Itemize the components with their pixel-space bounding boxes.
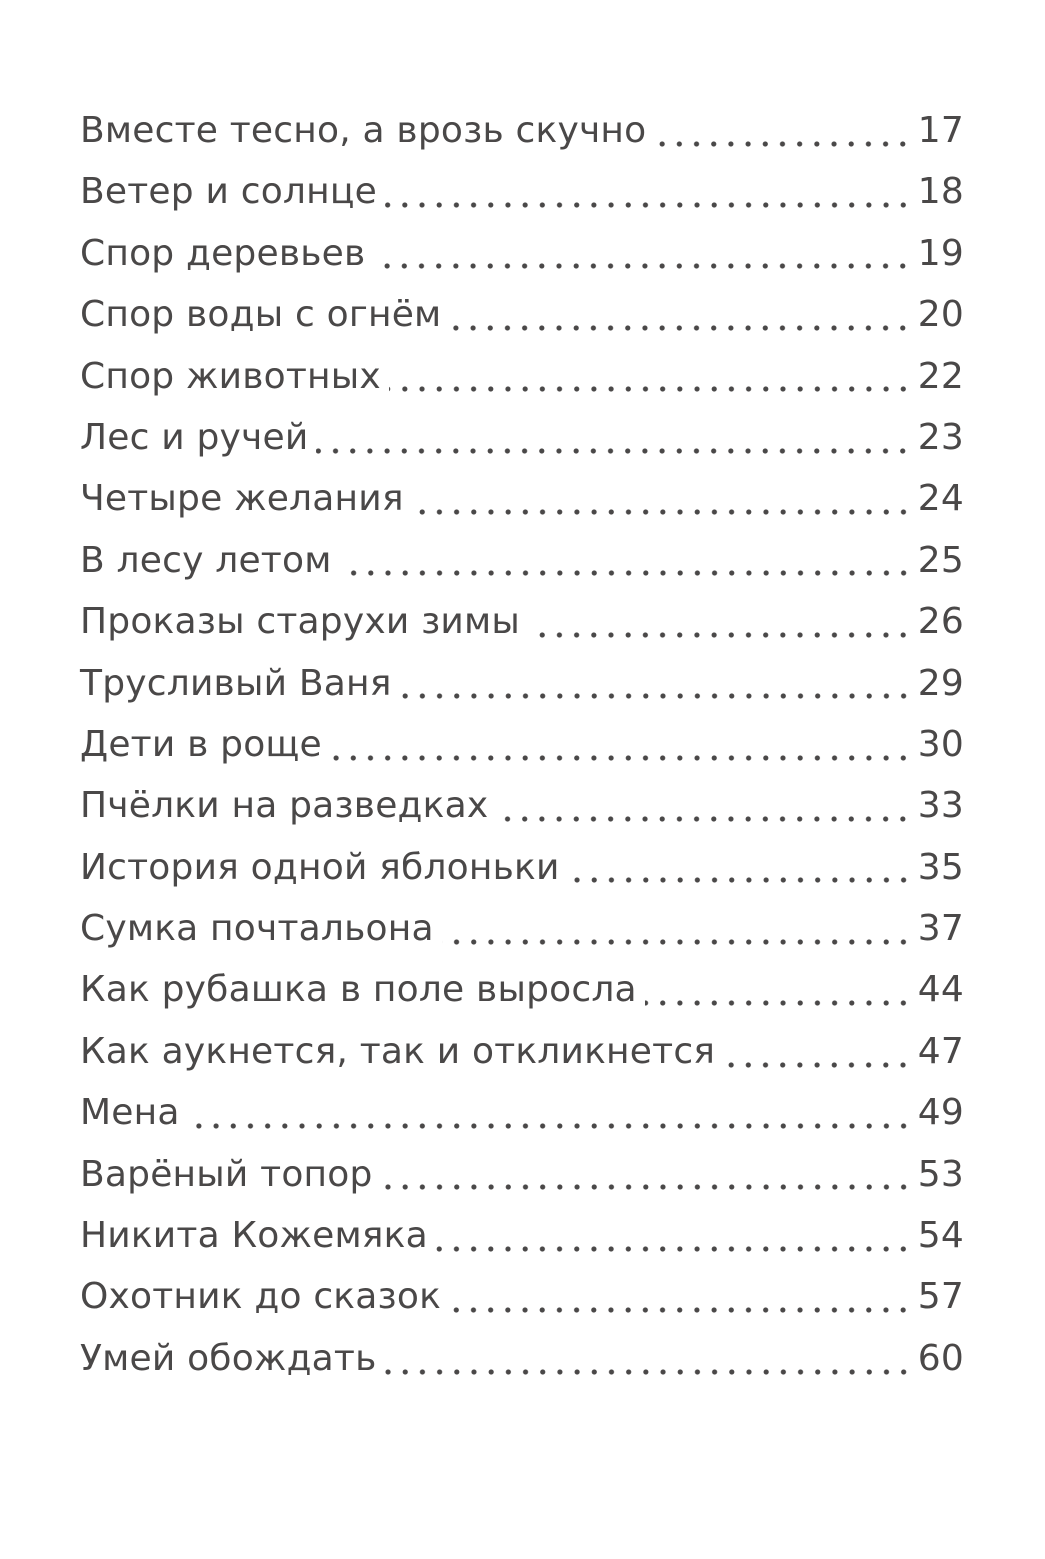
toc-entry <box>80 468 964 529</box>
toc-entry-title: История одной яблоньки <box>80 846 560 888</box>
toc-entry <box>80 1266 964 1327</box>
toc-entry-title: Проказы старухи зимы <box>80 601 521 643</box>
toc-entry <box>80 223 964 284</box>
toc-entry-page: 60 <box>917 1337 964 1379</box>
toc-dot-leader <box>385 202 912 208</box>
toc-entry <box>80 161 964 222</box>
toc-entry-title: В лесу летом <box>80 539 332 581</box>
toc-dot-leader <box>442 939 912 945</box>
toc-dot-leader <box>188 1123 912 1129</box>
toc-dot-leader <box>389 386 912 392</box>
toc-entry-page: 30 <box>917 723 964 765</box>
toc-dot-leader <box>316 448 911 454</box>
toc-entry-page: 33 <box>917 785 964 827</box>
toc-entry-title: Ветер и солнце <box>80 171 377 213</box>
toc-entry-title: Как рубашка в поле выросла <box>80 969 637 1011</box>
toc-dot-leader <box>645 1000 912 1006</box>
toc-entry <box>80 714 964 775</box>
toc-entry-page: 49 <box>917 1092 964 1134</box>
toc-entry <box>80 1328 964 1389</box>
toc-entry-title: Пчёлки на разведках <box>80 785 489 827</box>
toc-entry-title: Четыре желания <box>80 478 404 520</box>
toc-entry <box>80 959 964 1020</box>
toc-entry-title: Лес и ручей <box>80 416 309 458</box>
toc-entry-page: 20 <box>917 294 964 336</box>
toc-entry-title: Никита Кожемяка <box>80 1215 428 1257</box>
toc-entry <box>80 284 964 345</box>
toc-entry <box>80 775 964 836</box>
toc-entry-title: Умей обождать <box>80 1337 377 1379</box>
toc-entry-page: 44 <box>917 969 964 1011</box>
toc-entry-title: Варёный топор <box>80 1153 373 1195</box>
toc-entry <box>80 837 964 898</box>
toc-entry-page: 25 <box>917 539 964 581</box>
toc-dot-leader <box>381 1184 912 1190</box>
toc-dot-leader <box>385 1369 912 1375</box>
toc-entry-page: 29 <box>917 662 964 704</box>
toc-entry <box>80 100 964 161</box>
toc-entry-page: 35 <box>917 846 964 888</box>
toc-dot-leader <box>373 263 911 269</box>
toc-entry-page: 17 <box>917 110 964 151</box>
toc-dot-leader <box>496 816 911 822</box>
toc-dot-leader <box>568 877 912 883</box>
toc-entry-title: Мена <box>80 1092 180 1134</box>
toc-entry <box>80 1021 964 1082</box>
toc-dot-leader <box>449 1307 912 1313</box>
toc-entry-title: Спор воды с огнём <box>80 294 442 336</box>
toc-dot-leader <box>654 141 911 147</box>
toc-entry <box>80 1205 964 1266</box>
toc-entry-title: Как аукнется, так и откликнется <box>80 1030 716 1072</box>
toc-entry-page: 37 <box>917 908 964 950</box>
toc-dot-leader <box>330 755 912 761</box>
toc-dot-leader <box>400 693 912 699</box>
toc-entry-page: 24 <box>917 478 964 520</box>
toc-dot-leader <box>723 1062 912 1068</box>
toc-entry <box>80 1144 964 1205</box>
table-of-contents <box>80 100 964 1389</box>
toc-entry <box>80 407 964 468</box>
toc-entry-page: 57 <box>917 1276 964 1318</box>
toc-entry-page: 54 <box>917 1215 964 1257</box>
toc-entry <box>80 346 964 407</box>
toc-entry-page: 19 <box>917 232 964 274</box>
toc-entry-title: Трусливый Ваня <box>80 662 392 704</box>
toc-entry-page: 26 <box>917 601 964 643</box>
toc-entry-title: Дети в роще <box>80 723 322 765</box>
toc-entry-page: 18 <box>917 171 964 213</box>
toc-entry <box>80 898 964 959</box>
toc-entry-page: 23 <box>917 416 964 458</box>
toc-entry-page: 22 <box>917 355 964 397</box>
toc-entry <box>80 653 964 714</box>
toc-entry-title: Спор деревьев <box>80 232 366 274</box>
toc-entry-page: 47 <box>917 1030 964 1072</box>
toc-entry-title: Охотник до сказок <box>80 1276 442 1318</box>
toc-entry-title: Сумка почтальона <box>80 908 434 950</box>
toc-entry-title: Спор животных <box>80 355 381 397</box>
toc-dot-leader <box>528 632 912 638</box>
toc-dot-leader <box>449 325 911 331</box>
toc-dot-leader <box>436 1246 912 1252</box>
toc-entry <box>80 530 964 591</box>
toc-entry <box>80 1082 964 1143</box>
toc-dot-leader <box>412 509 912 515</box>
toc-entry-title: Вместе тесно, а врозь скучно <box>80 110 647 151</box>
toc-dot-leader <box>340 570 912 576</box>
toc-entry-page: 53 <box>917 1153 964 1195</box>
toc-entry <box>80 591 964 652</box>
